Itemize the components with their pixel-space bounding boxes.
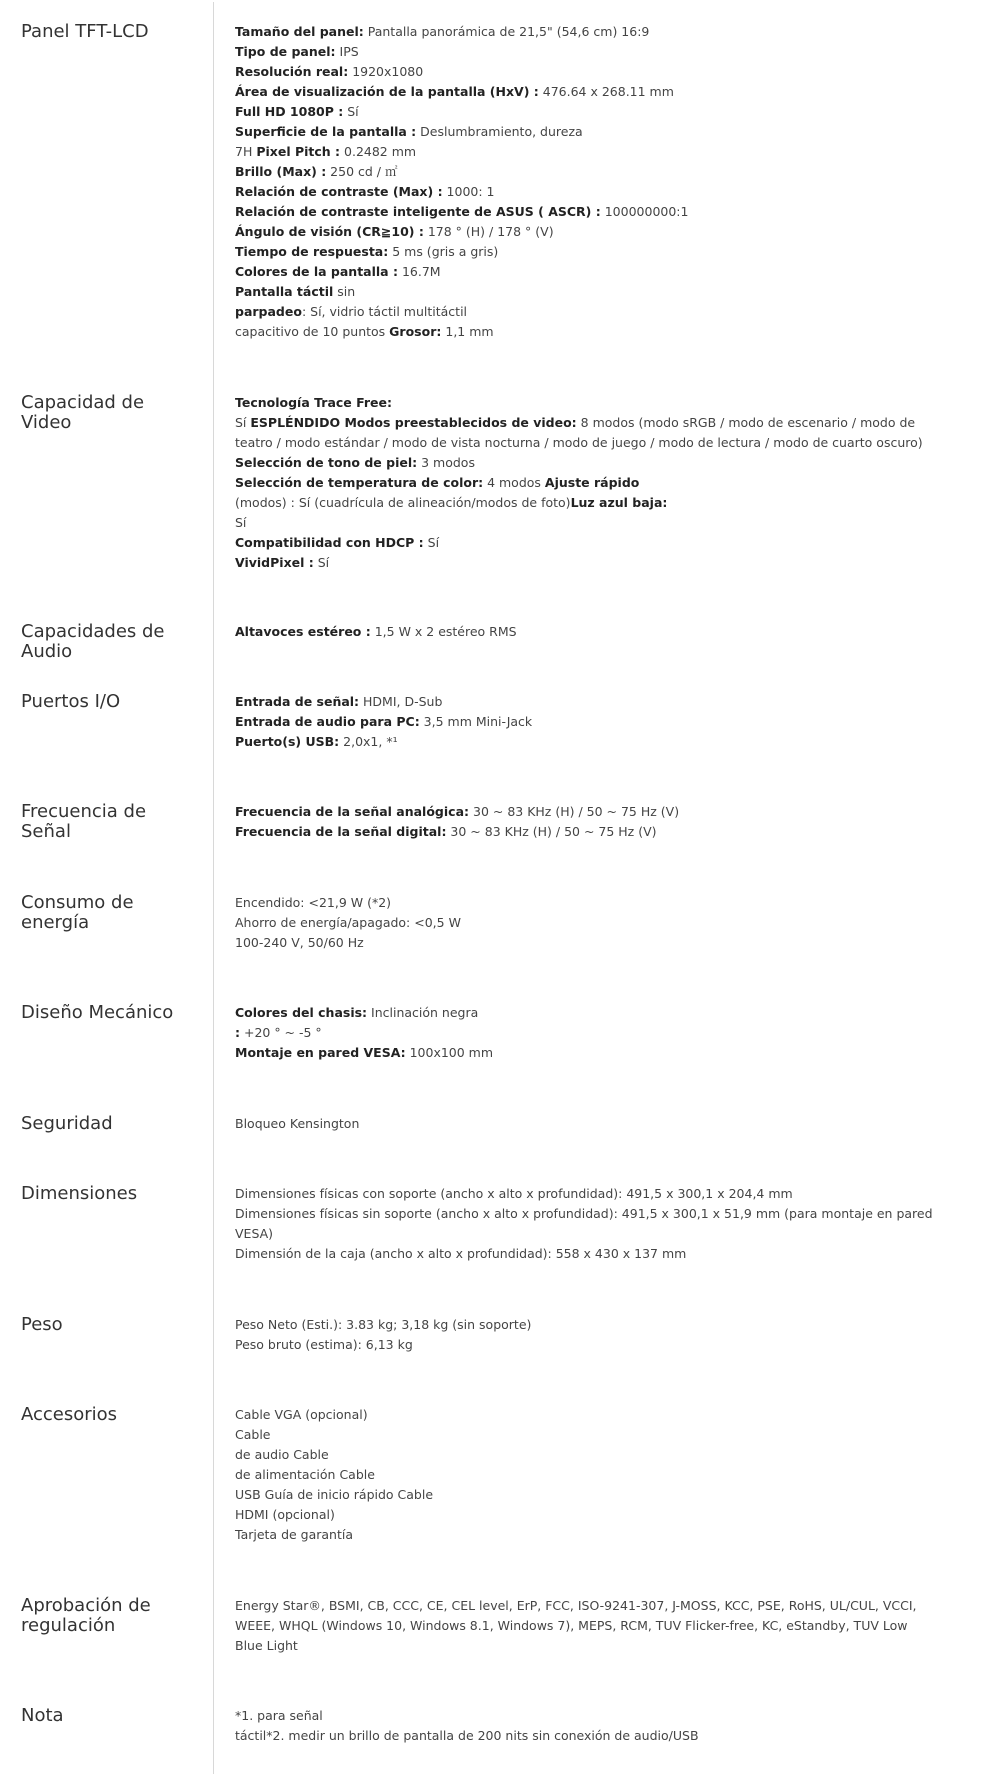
- spec-key: Frecuencia de la señal analógica:: [235, 804, 470, 819]
- spec-line: [235, 102, 935, 122]
- spec-text: Dimensiones físicas sin soporte (ancho x alto x profundidad): 491,5 x 300,1 x 51,9 mm (para montaje en pared: [235, 1206, 933, 1221]
- spec-label: Capacidad de Video: [21, 392, 145, 433]
- spec-text: IPS: [335, 44, 359, 59]
- spec-key: Altavoces estéreo :: [235, 624, 371, 639]
- spec-text: Inclinación negra: [367, 1005, 479, 1020]
- spec-key: Grosor:: [389, 324, 442, 339]
- spec-key: Full HD 1080P :: [235, 104, 344, 119]
- spec-line: [235, 712, 935, 732]
- spec-line: [235, 413, 935, 433]
- spec-key: :: [235, 1025, 240, 1040]
- spec-line: [235, 513, 935, 533]
- spec-key: Luz azul baja:: [570, 495, 668, 510]
- spec-line: [235, 1616, 935, 1636]
- spec-text: *1. para señal: [235, 1708, 323, 1723]
- spec-text: de audio Cable: [235, 1447, 329, 1462]
- spec-value: [235, 802, 935, 842]
- spec-text: 5 ms (gris a gris): [388, 244, 499, 259]
- spec-line: [235, 142, 935, 162]
- spec-text: Dimensión de la caja (ancho x alto x profundidad): 558 x 430 x 137 mm: [235, 1246, 687, 1261]
- spec-line: [235, 1114, 935, 1134]
- spec-value: [235, 622, 935, 642]
- spec-value: [235, 1706, 935, 1746]
- spec-key: Ajuste rápido: [544, 475, 640, 490]
- spec-key: Tipo de panel:: [235, 44, 336, 59]
- spec-line: [235, 1023, 935, 1043]
- spec-label: Peso: [21, 1314, 63, 1335]
- spec-text: VESA): [235, 1226, 274, 1241]
- spec-key: Pixel Pitch :: [256, 144, 341, 159]
- spec-key: Pantalla táctil: [235, 284, 334, 299]
- spec-key: Selección de temperatura de color:: [235, 475, 484, 490]
- spec-line: [235, 933, 935, 953]
- spec-line: [235, 622, 935, 642]
- spec-text: Sí: [235, 515, 247, 530]
- spec-key: Relación de contraste (Max) :: [235, 184, 443, 199]
- spec-text: 0.2482 mm: [340, 144, 417, 159]
- spec-text: 3 modos: [417, 455, 475, 470]
- spec-text: sin: [333, 284, 356, 299]
- spec-text: Cable VGA (opcional): [235, 1407, 368, 1422]
- spec-line: [235, 182, 935, 202]
- spec-text: : Sí, vidrio táctil multitáctil: [301, 304, 468, 319]
- spec-label: Consumo de energía: [21, 892, 134, 933]
- spec-line: [235, 433, 935, 453]
- spec-text: Sí: [235, 415, 251, 430]
- spec-label: Nota: [21, 1705, 64, 1726]
- spec-text: HDMI, D-Sub: [359, 694, 443, 709]
- spec-text: +20 ° ~ -5 °: [240, 1025, 322, 1040]
- spec-key: Área de visualización de la pantalla (HxV) :: [235, 84, 539, 99]
- spec-text: 100000000:1: [600, 204, 689, 219]
- spec-key: Puerto(s) USB:: [235, 734, 340, 749]
- spec-label: Diseño Mecánico: [21, 1002, 174, 1023]
- spec-text: 8 modos (modo sRGB / modo de escenario / modo de: [576, 415, 916, 430]
- spec-line: [235, 1335, 935, 1355]
- spec-line: [235, 162, 935, 182]
- spec-text: Sí: [343, 104, 359, 119]
- spec-line: [235, 1465, 935, 1485]
- spec-label: Seguridad: [21, 1113, 113, 1134]
- column-divider: [213, 2, 214, 1774]
- spec-text: Pantalla panorámica de 21,5" (54,6 cm) 16:9: [363, 24, 650, 39]
- spec-line: [235, 1485, 935, 1505]
- spec-text: capacitivo de 10 puntos: [235, 324, 390, 339]
- spec-line: [235, 732, 935, 752]
- spec-text: Peso bruto (estima): 6,13 kg: [235, 1337, 413, 1352]
- spec-line: [235, 1425, 935, 1445]
- spec-key: Brillo (Max) :: [235, 164, 327, 179]
- spec-label: Dimensiones: [21, 1183, 138, 1204]
- spec-line: [235, 1726, 935, 1746]
- spec-text: teatro / modo estándar / modo de vista nocturna / modo de juego / modo de lectura / modo de cuarto oscuro): [235, 435, 923, 450]
- spec-label: Aprobación de regulación: [21, 1595, 151, 1636]
- spec-key: Superficie de la pantalla :: [235, 124, 417, 139]
- spec-line: [235, 242, 935, 262]
- spec-text: 4 modos: [483, 475, 545, 490]
- spec-line: [235, 222, 935, 242]
- spec-line: [235, 322, 935, 342]
- spec-line: [235, 302, 935, 322]
- spec-line: [235, 493, 935, 513]
- spec-line: [235, 473, 935, 493]
- spec-line: [235, 1505, 935, 1525]
- spec-text: Sí: [423, 535, 440, 550]
- spec-line: [235, 453, 935, 473]
- spec-text: táctil*2. medir un brillo de pantalla de 200 nits sin conexión de audio/USB: [235, 1728, 699, 1743]
- spec-text: Sí: [313, 555, 330, 570]
- spec-text: 3,5 mm Mini-Jack: [419, 714, 533, 729]
- spec-text: 476.64 x 268.11 mm: [538, 84, 674, 99]
- spec-label: Capacidades de Audio: [21, 621, 165, 662]
- spec-line: [235, 1596, 935, 1616]
- spec-value: [235, 1596, 935, 1656]
- spec-line: [235, 1043, 935, 1063]
- spec-key: Frecuencia de la señal digital:: [235, 824, 447, 839]
- spec-label: Frecuencia de Señal: [21, 801, 147, 842]
- spec-line: [235, 1636, 935, 1656]
- spec-value: [235, 393, 935, 573]
- spec-key: Entrada de señal:: [235, 694, 360, 709]
- spec-text: Blue Light: [235, 1638, 298, 1653]
- spec-text: 100x100 mm: [405, 1045, 494, 1060]
- spec-text: 30 ~ 83 KHz (H) / 50 ~ 75 Hz (V): [446, 824, 657, 839]
- spec-value: [235, 1405, 935, 1545]
- spec-text: Encendido: <21,9 W (*2): [235, 895, 392, 910]
- spec-text: (modos) : Sí (cuadrícula de alineación/modos de foto): [235, 495, 571, 510]
- spec-text: 178 ° (H) / 178 ° (V): [423, 224, 554, 239]
- spec-value: [235, 893, 935, 953]
- spec-line: [235, 1445, 935, 1465]
- spec-value: [235, 1184, 935, 1264]
- spec-key: parpadeo: [235, 304, 302, 319]
- spec-text: de alimentación Cable: [235, 1467, 375, 1482]
- spec-line: [235, 913, 935, 933]
- spec-line: [235, 22, 935, 42]
- spec-key: Selección de tono de piel:: [235, 455, 418, 470]
- spec-key: Ángulo de visión (CR≧10) :: [235, 224, 424, 239]
- spec-line: [235, 42, 935, 62]
- spec-value: [235, 692, 935, 752]
- spec-label: Panel TFT-LCD: [21, 21, 149, 42]
- spec-text: USB Guía de inicio rápido Cable: [235, 1487, 434, 1502]
- spec-text: 7H: [235, 144, 257, 159]
- spec-line: [235, 262, 935, 282]
- spec-key: ESPLÉNDIDO Modos preestablecidos de video:: [250, 415, 577, 430]
- spec-text: 1920x1080: [348, 64, 424, 79]
- spec-key: Compatibilidad con HDCP :: [235, 535, 424, 550]
- spec-label: Accesorios: [21, 1404, 118, 1425]
- spec-line: [235, 692, 935, 712]
- spec-key: Colores de la pantalla :: [235, 264, 398, 279]
- spec-text: Dimensiones físicas con soporte (ancho x alto x profundidad): 491,5 x 300,1 x 204,4 mm: [235, 1186, 793, 1201]
- spec-line: [235, 553, 935, 573]
- spec-key: Entrada de audio para PC:: [235, 714, 420, 729]
- spec-text: Ahorro de energía/apagado: <0,5 W: [235, 915, 461, 930]
- spec-line: [235, 533, 935, 553]
- spec-line: [235, 1405, 935, 1425]
- spec-value: [235, 22, 935, 342]
- spec-line: [235, 893, 935, 913]
- spec-text: 250 cd / ㎡: [326, 164, 398, 179]
- spec-line: [235, 822, 935, 842]
- spec-line: [235, 202, 935, 222]
- spec-line: [235, 393, 935, 413]
- spec-line: [235, 1224, 935, 1244]
- spec-text: 16.7M: [397, 264, 441, 279]
- spec-line: [235, 1525, 935, 1545]
- spec-line: [235, 1003, 935, 1023]
- spec-text: 1000: 1: [442, 184, 495, 199]
- spec-text: Deslumbramiento, dureza: [416, 124, 583, 139]
- spec-line: [235, 802, 935, 822]
- spec-text: WEEE, WHQL (Windows 10, Windows 8.1, Windows 7), MEPS, RCM, TUV Flicker-free, KC, eStandby, TUV Low: [235, 1618, 908, 1633]
- spec-text: Peso Neto (Esti.): 3.83 kg; 3,18 kg (sin soporte): [235, 1317, 532, 1332]
- spec-line: [235, 62, 935, 82]
- spec-key: Tiempo de respuesta:: [235, 244, 389, 259]
- spec-line: [235, 1204, 935, 1224]
- spec-key: VividPixel :: [235, 555, 314, 570]
- spec-line: [235, 82, 935, 102]
- spec-text: 30 ~ 83 KHz (H) / 50 ~ 75 Hz (V): [469, 804, 680, 819]
- spec-key: Relación de contraste inteligente de ASUS ( ASCR) :: [235, 204, 601, 219]
- spec-key: Colores del chasis:: [235, 1005, 368, 1020]
- spec-line: [235, 282, 935, 302]
- spec-text: Energy Star®, BSMI, CB, CCC, CE, CEL level, ErP, FCC, ISO-9241-307, J-MOSS, KCC, PSE, RoHS, UL/CUL, VCCI,: [235, 1598, 917, 1613]
- spec-text: 2,0x1, *¹: [339, 734, 398, 749]
- spec-text: HDMI (opcional): [235, 1507, 335, 1522]
- spec-text: 1,1 mm: [441, 324, 494, 339]
- spec-text: Tarjeta de garantía: [235, 1527, 354, 1542]
- spec-line: [235, 1706, 935, 1726]
- spec-text: Bloqueo Kensington: [235, 1116, 360, 1131]
- spec-value: [235, 1003, 935, 1063]
- spec-text: 100-240 V, 50/60 Hz: [235, 935, 364, 950]
- spec-key: Resolución real:: [235, 64, 349, 79]
- spec-key: Tamaño del panel:: [235, 24, 364, 39]
- spec-line: [235, 1184, 935, 1204]
- spec-value: [235, 1315, 935, 1355]
- spec-line: [235, 1244, 935, 1264]
- spec-line: [235, 122, 935, 142]
- spec-label: Puertos I/O: [21, 691, 121, 712]
- spec-value: [235, 1114, 935, 1134]
- spec-key: Tecnología Trace Free:: [235, 395, 392, 410]
- spec-text: Cable: [235, 1427, 271, 1442]
- spec-text: 1,5 W x 2 estéreo RMS: [370, 624, 517, 639]
- spec-key: Montaje en pared VESA:: [235, 1045, 406, 1060]
- spec-line: [235, 1315, 935, 1335]
